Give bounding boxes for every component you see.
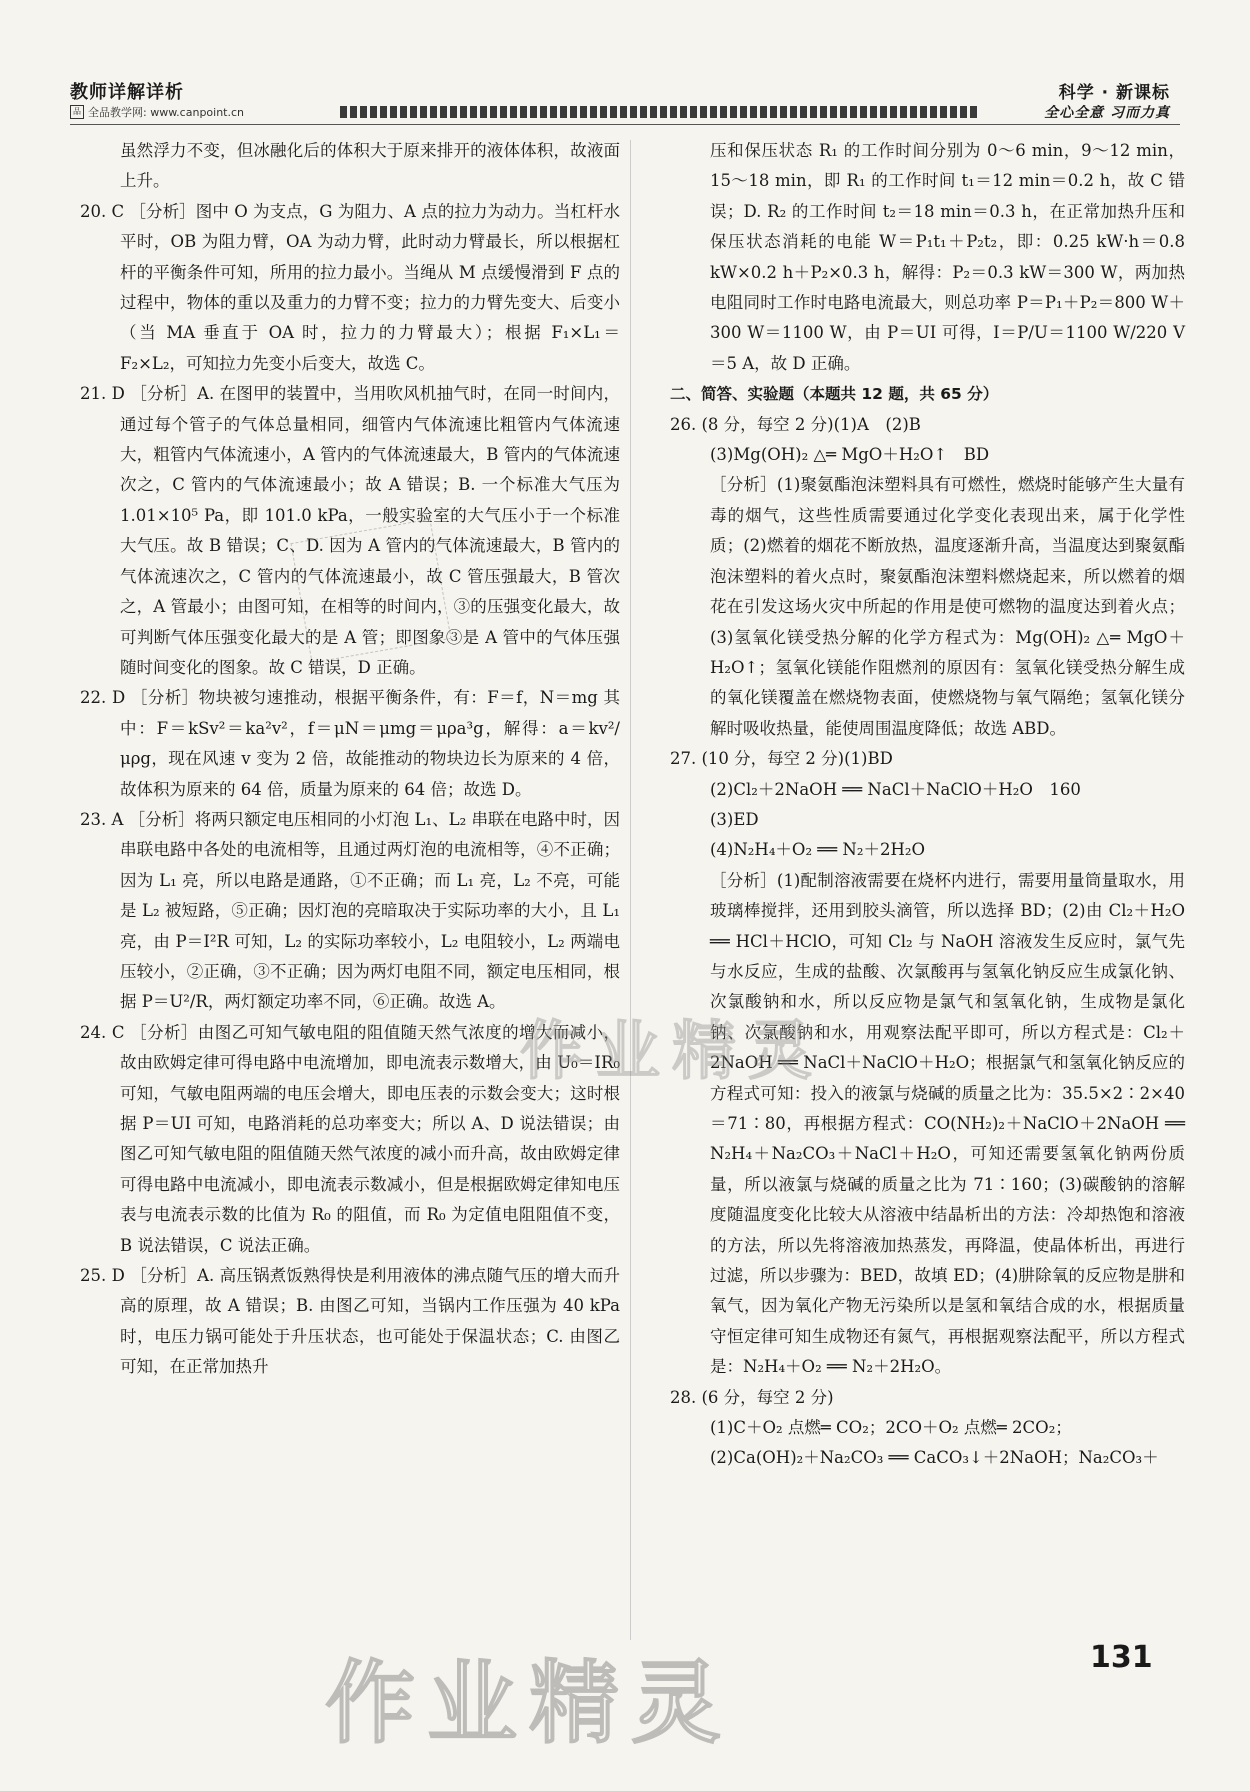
watermark-stamp bbox=[290, 519, 451, 664]
section-heading: 二、简答、实验题（本题共 12 题，共 65 分） bbox=[670, 385, 999, 404]
answer-paragraph: 27. (10 分，每空 2 分)(1)BD bbox=[670, 749, 893, 769]
column-divider bbox=[630, 140, 631, 1640]
answer-paragraph: (1)C＋O₂ 点燃═ CO₂；2CO＋O₂ 点燃═ 2CO₂； bbox=[710, 1418, 1072, 1438]
header-rule bbox=[70, 124, 1180, 125]
answer-paragraph: (3)Mg(OH)₂ △═ MgO＋H₂O↑ BD bbox=[710, 445, 990, 465]
answer-paragraph: (4)N₂H₄＋O₂ ══ N₂＋2H₂O bbox=[710, 840, 926, 860]
header-decorative-bar bbox=[340, 106, 980, 118]
answer-paragraph: (3)ED bbox=[710, 809, 759, 829]
answer-paragraph: 压和保压状态 R₁ 的工作时间分别为 0～6 min，9～12 min，15～18 min，即 R₁ 的工作时间 t₁＝12 min＝0.2 h，故 C 错误；D. R₂ 的工作时间 t₂＝18 min＝0.3 h，在正常加热升压和保压状态消耗的电能 W＝P₁t₁＋P₂t₂，即：0.25 kW·h＝0.8 kW×0.2 h＋P₂×0.3 h，解得：P₂＝0.3 kW＝300 W，两加热电阻同时工作时电路电流最大，则总功率 P＝P₁＋P₂＝800 W＋300 W＝1100 W，由 P＝UI 可得，I＝P/U＝1100 W/220 V＝5 A，故 D 正确。 bbox=[710, 141, 1185, 373]
answer-paragraph: 25. D ［分析］A. 高压锅煮饭熟得快是利用液体的沸点随气压的增大而升高的原理，故 A 错误；B. 由图乙可知，当锅内工作压强为 40 kPa 时，电压力锅可能处于升压状态，也可能处于保温状态；C. 由图乙可知，在正常加热升 bbox=[80, 1266, 620, 1377]
answer-paragraph: 虽然浮力不变，但冰融化后的体积大于原来排开的液体体积，故液面上升。 bbox=[120, 141, 620, 191]
watermark-middle: 作业精灵 bbox=[520, 1015, 824, 1089]
left-column bbox=[80, 136, 620, 1383]
answer-paragraph: 22. D ［分析］物块被匀速推动，根据平衡条件，有：F＝f，N＝mg 其中：F＝kSv²＝ka²v²，f＝μN＝μmg＝μρa³g，解得：a＝kv²/μρg，现在风速 v 变为 2 倍，故能推动的物块边长为原来的 4 倍，故体积为原来的 64 倍，质量为原来的 64 倍；故选 D。 bbox=[80, 688, 620, 799]
answer-paragraph: 24. C ［分析］由图乙可知气敏电阻的阻值随天然气浓度的增大而减小，故由欧姆定律可得电路中电流增加，即电流表示数增大，由 U₀＝IR₀ 可知，气敏电阻两端的电压会增大，即电压表的示数会变大；这时根据 P＝UI 可知，电路消耗的总功率变大；所以 A、D 说法错误；由图乙可知气敏电阻的阻值随天然气浓度的减小而升高，故由欧姆定律可得电路中电流减小，即电流表示数减小，但是根据欧姆定律知电压表与电流表示数的比值为 R₀ 的阻值，而 R₀ 为定值电阻阻值不变，B 说法错误，C 说法正确。 bbox=[80, 1022, 620, 1255]
right-column bbox=[670, 136, 1185, 1474]
header-site bbox=[70, 104, 244, 120]
header-slogan: 全心全意 习而力真 bbox=[1044, 105, 1170, 121]
answer-paragraph: (2)Cl₂＋2NaOH ══ NaCl＋NaClO＋H₂O 160 bbox=[710, 779, 1081, 799]
answer-paragraph: ［分析］(1)聚氨酯泡沫塑料具有可燃性，燃烧时能够产生大量有毒的烟气，这些性质需要通过化学变化表现出来，属于化学性质；(2)燃着的烟花不断放热，温度逐渐升高，当温度达到聚氨酯泡沫塑料的着火点时，聚氨酯泡沫塑料燃烧起来，所以燃着的烟花在引发这场火灾中所起的作用是使可燃物的温度达到着火点；(3)氢氧化镁受热分解的化学方程式为：Mg(OH)₂ △═ MgO＋H₂O↑；氢氧化镁能作阻燃剂的原因有：氢氧化镁受热分解生成的氧化镁覆盖在燃烧物表面，使燃烧物与氧气隔绝；氢氧化镁分解时吸收热量，能使周围温度降低；故选 ABD。 bbox=[710, 475, 1185, 738]
answer-paragraph: 28. (6 分，每空 2 分) bbox=[670, 1387, 834, 1407]
answer-paragraph: 20. C ［分析］图中 O 为支点，G 为阻力、A 点的拉力为动力。当杠杆水平时，OB 为阻力臂，OA 为动力臂，此时动力臂最长，所以根据杠杆的平衡条件可知，所用的拉力最小。当绳从 M 点缓慢滑到 F 点的过程中，物体的重以及重力的力臂不变；拉力的力臂先变大、后变小（当 MA 垂直于 OA 时，拉力的力臂最大）；根据 F₁×L₁＝F₂×L₂，可知拉力先变小后变大，故选 C。 bbox=[80, 201, 620, 373]
answer-paragraph: 26. (8 分，每空 2 分)(1)A (2)B bbox=[670, 414, 921, 434]
answer-paragraph: 21. D ［分析］A. 在图甲的装置中，当用吹风机抽气时，在同一时间内，通过每个管子的气体总量相同，细管内气体流速比粗管内气体流速大，粗管内气体流速小，A 管内的气体流速最大，B 管内的气体流速次之，C 管内的气体流速最小；故 A 错误；B. 一个标准大气压为 1.01×10⁵ Pa，即 101.0 kPa，一般实验室的大气压小于一个标准大气压。故 B 错误；C、D. 因为 A 管内的气体流速最大，B 管内的气体流速次之，C 管内的气体流速最小，故 C 管压强最大，B 管次之，A 管最小；由图可知，在相等的时间内，③的压强变化最大，故可判断气体压强变化最大的是 A 管；即图象③是 A 管中的气体压强随时间变化的图象。故 C 错误，D 正确。 bbox=[80, 384, 620, 677]
answer-paragraph: ［分析］(1)配制溶液需要在烧杯内进行，需要用量筒量取水，用玻璃棒搅拌，还用到胶头滴管，所以选择 BD；(2)由 Cl₂＋H₂O ══ HCl＋HClO，可知 Cl₂ 与 NaOH 溶液发生反应时，氯气先与水反应，生成的盐酸、次氯酸再与氢氧化钠反应生成氯化钠、次氯酸钠和水，所以反应物是氯气和氢氧化钠，生成物是氯化钠、次氯酸钠和水，用观察法配平即可，所以方程式是：Cl₂＋2NaOH ══ NaCl＋NaClO＋H₂O；根据氯气和氢氧化钠反应的方程式可知：投入的液氯与烧碱的质量之比为：35.5×2∶2×40＝71∶80，再根据方程式：CO(NH₂)₂＋NaClO＋2NaOH ══ N₂H₄＋Na₂CO₃＋NaCl＋H₂O，可知还需要氢氧化钠两份质量，所以液氯与烧碱的质量之比为 71∶160；(3)碳酸钠的溶解度随温度变化比较大从溶液中结晶析出的方法：冷却热饱和溶液的方法，所以先将溶液加热蒸发，再降温，使晶体析出，再进行过滤，所以步骤为：BED，故填 ED；(4)肼除氧的反应物是肼和氧气，因为氧化产物无污染所以是氢和氧结合成的水，根据质量守恒定律可知生成物还有氮气，再根据观察法配平，所以方程式是：N₂H₄＋O₂ ══ N₂＋2H₂O。 bbox=[710, 870, 1185, 1377]
answer-paragraph: 23. A ［分析］将两只额定电压相同的小灯泡 L₁、L₂ 串联在电路中时，因串联电路中各处的电流相等，且通过两灯泡的电流相等，④不正确；因为 L₁ 亮，所以电路是通路，①不正确；而 L₁ 亮，L₂ 不亮，可能是 L₂ 被短路，⑤正确；因灯泡的亮暗取决于实际功率的大小，且 L₁ 亮，由 P＝I²R 可知，L₂ 的实际功率较小，L₂ 电阻较小，L₂ 两端电压较小，②正确，③不正确；因为两灯电阻不同，额定电压相同，根据 P＝U²/R，两灯额定功率不同，⑥正确。故选 A。 bbox=[80, 809, 620, 1012]
page-number: 131 bbox=[1090, 1640, 1153, 1675]
site-logo-icon: 品 bbox=[70, 105, 84, 119]
header-site-url: 全品教学网: www.canpoint.cn bbox=[88, 106, 245, 119]
answer-paragraph: (2)Ca(OH)₂＋Na₂CO₃ ══ CaCO₃↓＋2NaOH；Na₂CO₃＋ bbox=[710, 1448, 1159, 1468]
watermark-bottom: 作业精灵 bbox=[325, 1651, 733, 1756]
header-left-title: 教师详解详析 bbox=[70, 82, 184, 103]
header-right-title: 科学 · 新课标 bbox=[1058, 83, 1170, 103]
page-header bbox=[70, 78, 1180, 128]
